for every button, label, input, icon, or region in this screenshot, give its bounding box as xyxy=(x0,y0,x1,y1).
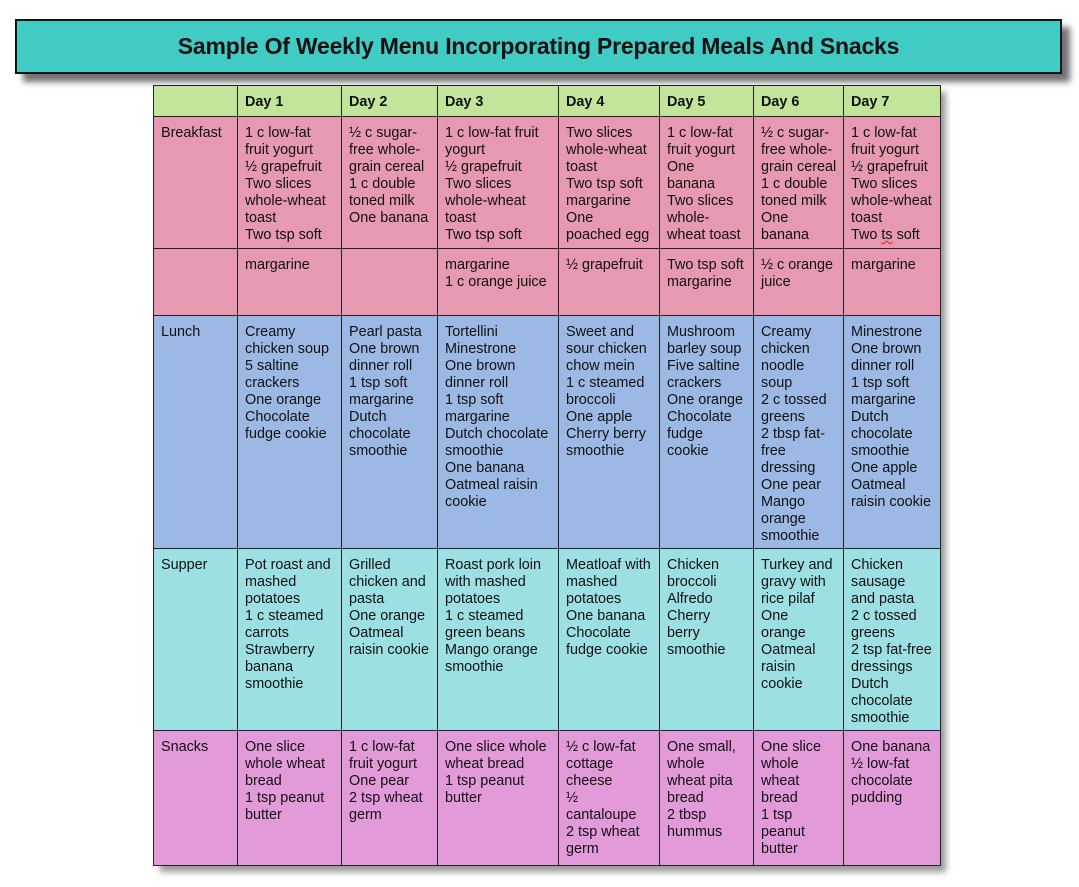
menu-item-line: ½ xyxy=(566,790,579,806)
menu-item-line: Two slices xyxy=(667,193,734,209)
menu-item-line: whole-wheat xyxy=(245,193,326,209)
menu-item-line: 2 tsp wheat xyxy=(349,790,423,806)
menu-item-line: potatoes xyxy=(245,591,301,607)
menu-item-line: Chocolate xyxy=(667,409,732,425)
menu-item-line: Sweet and xyxy=(566,324,635,340)
menu-item-line: bread xyxy=(761,790,798,806)
menu-item-line: 2 tbsp fat- xyxy=(761,426,825,442)
header-day-6: Day 6 xyxy=(754,86,844,117)
menu-item-line: Two ts soft xyxy=(851,227,920,243)
menu-item-line: ½ c sugar- xyxy=(761,125,829,141)
menu-item-line: banana xyxy=(245,659,294,675)
menu-cell-lunch-day-1 xyxy=(238,316,342,549)
header-corner xyxy=(154,86,238,117)
menu-item-line: 1 c steamed xyxy=(245,608,324,624)
menu-item-line: mashed xyxy=(245,574,297,590)
menu-item-line: yogurt xyxy=(445,142,485,158)
menu-item-line: germ xyxy=(349,807,382,823)
menu-item-line: Dutch chocolate xyxy=(445,426,549,442)
menu-item-line: margarine xyxy=(566,193,631,209)
menu-item-line: One banana xyxy=(445,460,525,476)
menu-item-line: One xyxy=(761,210,789,226)
menu-item-line: smoothie xyxy=(566,443,625,459)
menu-item-line: broccoli xyxy=(566,392,616,408)
menu-item-line: banana xyxy=(667,176,716,192)
menu-item-line: Tortellini xyxy=(445,324,498,340)
row-label-breakfast-continued xyxy=(154,249,238,316)
menu-cell-supper-day-4 xyxy=(559,549,660,731)
menu-item-line: whole xyxy=(761,756,799,772)
menu-item-line: margarine xyxy=(851,257,916,273)
row-lunch xyxy=(154,316,941,549)
menu-item-line: free xyxy=(761,443,786,459)
menu-item-line: potatoes xyxy=(566,591,622,607)
menu-cell-breakfast-continued-day-3 xyxy=(438,249,559,316)
menu-cell-snacks-day-4 xyxy=(559,731,660,866)
menu-item-line: fruit yogurt xyxy=(667,142,735,158)
menu-item-line: Mango orange xyxy=(445,642,538,658)
row-label-lunch: Lunch xyxy=(154,316,238,549)
menu-item-line: crackers xyxy=(245,375,300,391)
menu-item-line: whole-wheat xyxy=(851,193,932,209)
menu-item-line: Oatmeal xyxy=(851,477,906,493)
menu-item-line: barley soup xyxy=(667,341,742,357)
header-day-3: Day 3 xyxy=(438,86,559,117)
menu-cell-lunch-day-2 xyxy=(342,316,438,549)
menu-item-line: Dutch xyxy=(349,409,387,425)
menu-item-line: ½ c orange xyxy=(761,257,834,273)
menu-item-line: smoothie xyxy=(245,676,304,692)
menu-item-line: 1 tsp xyxy=(761,807,793,823)
menu-item-line: One brown xyxy=(851,341,922,357)
menu-item-line: noodle xyxy=(761,358,805,374)
menu-item-line: free whole- xyxy=(349,142,421,158)
menu-item-line: smoothie xyxy=(851,710,910,726)
menu-cell-breakfast-day-7 xyxy=(844,117,941,249)
menu-item-line: mashed xyxy=(566,574,618,590)
menu-item-line: toned milk xyxy=(761,193,827,209)
menu-item-line: peanut xyxy=(761,824,806,840)
menu-item-line: One slice xyxy=(245,739,305,755)
menu-item-line: chocolate xyxy=(851,773,913,789)
menu-item-line: raisin cookie xyxy=(851,494,931,510)
menu-item-line: Two slices xyxy=(851,176,918,192)
menu-item-line: One brown xyxy=(445,358,516,374)
weekly-menu-table-container xyxy=(153,85,939,865)
menu-item-line: One orange xyxy=(667,392,744,408)
menu-cell-lunch-day-6 xyxy=(754,316,844,549)
menu-cell-lunch-day-4 xyxy=(559,316,660,549)
menu-item-line: 2 tbsp xyxy=(667,807,707,823)
page-title: Sample Of Weekly Menu Incorporating Prepared Meals And Snacks xyxy=(177,33,900,59)
menu-item-line: fruit yogurt xyxy=(245,142,313,158)
menu-cell-snacks-day-1 xyxy=(238,731,342,866)
header-day-2: Day 2 xyxy=(342,86,438,117)
menu-cell-supper-day-3 xyxy=(438,549,559,731)
menu-item-line: fudge xyxy=(667,426,704,442)
menu-item-line: germ xyxy=(566,841,599,857)
menu-item-line: dressing xyxy=(761,460,816,476)
menu-item-line: rice pilaf xyxy=(761,591,815,607)
menu-item-line: cookie xyxy=(445,494,487,510)
menu-cell-breakfast-continued-day-2 xyxy=(342,249,438,316)
menu-cell-snacks-day-7 xyxy=(844,731,941,866)
menu-item-line: ½ c sugar- xyxy=(349,125,417,141)
menu-item-line: hummus xyxy=(667,824,723,840)
menu-item-line: banana xyxy=(761,227,810,243)
menu-item-line: 2 c tossed xyxy=(851,608,917,624)
menu-item-line: crackers xyxy=(667,375,722,391)
menu-item-line: Mango xyxy=(761,494,806,510)
row-breakfast xyxy=(154,117,941,249)
menu-item-line: poached egg xyxy=(566,227,650,243)
menu-cell-lunch-day-7 xyxy=(844,316,941,549)
menu-item-line: butter xyxy=(761,841,798,857)
menu-item-line: One banana xyxy=(349,210,429,226)
menu-item-line: Minestrone xyxy=(851,324,923,340)
menu-item-line: orange xyxy=(761,511,806,527)
menu-item-line: Chicken xyxy=(851,557,903,573)
menu-item-line: whole-wheat xyxy=(445,193,526,209)
menu-item-line: dinner roll xyxy=(851,358,915,374)
menu-item-line: butter xyxy=(245,807,282,823)
menu-item-line: chicken xyxy=(761,341,810,357)
menu-item-line: Creamy xyxy=(245,324,296,340)
row-supper xyxy=(154,549,941,731)
menu-item-line: chocolate xyxy=(349,426,411,442)
header-day-5: Day 5 xyxy=(660,86,754,117)
menu-item-line: cheese xyxy=(566,773,613,789)
menu-item-line: cookie xyxy=(761,676,803,692)
menu-item-line: cottage xyxy=(566,756,614,772)
menu-item-line: One slice xyxy=(761,739,821,755)
menu-cell-supper-day-7 xyxy=(844,549,941,731)
menu-item-line: Two tsp soft xyxy=(245,227,322,243)
menu-item-line: Cherry berry xyxy=(566,426,646,442)
menu-item-line: fruit yogurt xyxy=(349,756,417,772)
menu-item-line: sausage xyxy=(851,574,906,590)
menu-item-line: raisin cookie xyxy=(349,642,429,658)
menu-item-line: 1 c low-fat xyxy=(245,125,311,141)
row-label-supper: Supper xyxy=(154,549,238,731)
menu-item-line: pudding xyxy=(851,790,903,806)
menu-item-line: Two tsp soft xyxy=(566,176,643,192)
menu-item-line: berry xyxy=(667,625,700,641)
menu-item-line: 1 c low-fat xyxy=(667,125,733,141)
menu-item-line: Turkey and xyxy=(761,557,833,573)
menu-item-line: raisin xyxy=(761,659,796,675)
menu-item-line: cookie xyxy=(667,443,709,459)
menu-item-line: grain cereal xyxy=(349,159,425,175)
menu-item-line: cantaloupe xyxy=(566,807,637,823)
menu-cell-snacks-day-2 xyxy=(342,731,438,866)
menu-cell-supper-day-5 xyxy=(660,549,754,731)
menu-item-line: 2 c tossed xyxy=(761,392,827,408)
menu-item-line: free whole- xyxy=(761,142,833,158)
menu-item-line: Two slices xyxy=(566,125,633,141)
menu-item-line: juice xyxy=(761,274,791,290)
menu-item-line: Oatmeal raisin xyxy=(445,477,538,493)
menu-item-line: Two slices xyxy=(245,176,312,192)
menu-item-line: whole-wheat xyxy=(566,142,647,158)
menu-item-line: 1 c double xyxy=(349,176,416,192)
menu-item-line: dressings xyxy=(851,659,913,675)
menu-cell-breakfast-day-6 xyxy=(754,117,844,249)
menu-item-line: One brown xyxy=(349,341,420,357)
menu-item-line: Dutch xyxy=(851,676,889,692)
menu-item-line: ½ grapefruit xyxy=(245,159,322,175)
menu-cell-breakfast-continued-day-1 xyxy=(238,249,342,316)
menu-item-line: 1 tsp soft xyxy=(445,392,504,408)
menu-item-line: Two tsp soft xyxy=(667,257,744,273)
menu-item-line: Strawberry xyxy=(245,642,315,658)
menu-item-line: bread xyxy=(667,790,704,806)
menu-item-line: toast xyxy=(445,210,477,226)
menu-cell-breakfast-day-3 xyxy=(438,117,559,249)
menu-item-line: Creamy xyxy=(761,324,812,340)
menu-cell-breakfast-day-1 xyxy=(238,117,342,249)
menu-item-line: chicken soup xyxy=(245,341,329,357)
menu-item-line: ½ c low-fat xyxy=(566,739,636,755)
menu-item-line: pasta xyxy=(349,591,385,607)
menu-item-line: toast xyxy=(245,210,277,226)
menu-item-line: ½ grapefruit xyxy=(566,257,643,273)
menu-item-line: chocolate xyxy=(851,426,913,442)
menu-cell-breakfast-day-2 xyxy=(342,117,438,249)
menu-item-line: 2 tsp wheat xyxy=(566,824,640,840)
menu-item-line: orange xyxy=(761,625,806,641)
menu-item-line: grain cereal xyxy=(761,159,837,175)
menu-item-line: 1 c steamed xyxy=(445,608,524,624)
menu-item-line: Mushroom xyxy=(667,324,735,340)
menu-cell-snacks-day-6 xyxy=(754,731,844,866)
menu-item-line: Five saltine xyxy=(667,358,740,374)
menu-item-line: margarine xyxy=(445,257,510,273)
menu-item-line: whole- xyxy=(667,210,710,226)
menu-item-line: smoothie xyxy=(851,443,910,459)
row-label-snacks: Snacks xyxy=(154,731,238,866)
menu-item-line: 1 tsp soft xyxy=(349,375,408,391)
menu-cell-supper-day-1 xyxy=(238,549,342,731)
menu-item-line: potatoes xyxy=(445,591,501,607)
menu-item-line: smoothie xyxy=(761,528,820,544)
header-row xyxy=(154,86,941,117)
menu-cell-breakfast-continued-day-4 xyxy=(559,249,660,316)
menu-item-line: whole wheat xyxy=(245,756,325,772)
row-breakfast-continued xyxy=(154,249,941,316)
menu-item-line: One xyxy=(566,210,594,226)
menu-item-line: One apple xyxy=(851,460,918,476)
menu-item-line: and pasta xyxy=(851,591,915,607)
menu-item-line: smoothie xyxy=(445,443,504,459)
menu-item-line: One banana xyxy=(851,739,931,755)
menu-item-line: 1 tsp soft xyxy=(851,375,910,391)
menu-item-line: smoothie xyxy=(349,443,408,459)
menu-item-line: wheat pita xyxy=(667,773,733,789)
menu-item-line: 2 tsp fat-free xyxy=(851,642,932,658)
menu-item-line: Alfredo xyxy=(667,591,713,607)
menu-item-line: One slice whole xyxy=(445,739,547,755)
menu-item-line: One xyxy=(761,608,789,624)
menu-item-line: dinner roll xyxy=(445,375,509,391)
menu-item-line: margarine xyxy=(851,392,916,408)
menu-item-line: soup xyxy=(761,375,793,391)
menu-cell-lunch-day-3 xyxy=(438,316,559,549)
menu-item-line: 1 c low-fat xyxy=(851,125,917,141)
menu-item-line: 1 tsp peanut xyxy=(445,773,525,789)
menu-item-line: 1 c low-fat xyxy=(349,739,415,755)
menu-item-line: chow mein xyxy=(566,358,635,374)
header-day-7: Day 7 xyxy=(844,86,941,117)
menu-item-line: fudge cookie xyxy=(245,426,327,442)
menu-item-line: margarine xyxy=(667,274,732,290)
menu-item-line: wheat toast xyxy=(667,227,741,243)
menu-item-line: gravy with xyxy=(761,574,826,590)
menu-item-line: 5 saltine xyxy=(245,358,299,374)
menu-item-line: smoothie xyxy=(667,642,726,658)
menu-cell-snacks-day-3 xyxy=(438,731,559,866)
menu-item-line: 1 c double xyxy=(761,176,828,192)
menu-cell-breakfast-continued-day-6 xyxy=(754,249,844,316)
menu-item-line: butter xyxy=(445,790,482,806)
menu-cell-supper-day-2 xyxy=(342,549,438,731)
menu-item-line: with mashed xyxy=(445,574,526,590)
menu-item-line: One banana xyxy=(566,608,646,624)
title-banner xyxy=(15,19,1062,74)
menu-item-line: 1 tsp peanut xyxy=(245,790,325,806)
menu-item-line: margarine xyxy=(245,257,310,273)
row-snacks xyxy=(154,731,941,866)
spellcheck-underline: ts xyxy=(881,227,893,243)
menu-item-line: Chocolate xyxy=(245,409,310,425)
menu-item-line: Cherry xyxy=(667,608,711,624)
menu-item-line: Chicken xyxy=(667,557,719,573)
menu-item-line: chocolate xyxy=(851,693,913,709)
menu-item-line: 1 c orange juice xyxy=(445,274,547,290)
menu-cell-supper-day-6 xyxy=(754,549,844,731)
menu-item-line: Grilled xyxy=(349,557,391,573)
row-label-breakfast: Breakfast xyxy=(154,117,238,249)
menu-item-line: Meatloaf with xyxy=(566,557,651,573)
menu-item-line: 1 c steamed xyxy=(566,375,645,391)
menu-item-line: carrots xyxy=(245,625,289,641)
menu-item-line: bread xyxy=(245,773,282,789)
menu-item-line: greens xyxy=(761,409,806,425)
menu-item-line: toned milk xyxy=(349,193,415,209)
menu-item-line: margarine xyxy=(445,409,510,425)
header-day-4: Day 4 xyxy=(559,86,660,117)
menu-item-line: wheat xyxy=(761,773,800,789)
menu-item-line: One pear xyxy=(349,773,410,789)
menu-item-line: fruit yogurt xyxy=(851,142,919,158)
menu-cell-lunch-day-5 xyxy=(660,316,754,549)
menu-item-line: toast xyxy=(566,159,598,175)
menu-item-line: greens xyxy=(851,625,896,641)
menu-item-line: wheat bread xyxy=(445,756,525,772)
menu-item-line: Two tsp soft xyxy=(445,227,522,243)
weekly-menu-table xyxy=(153,85,941,866)
menu-item-line: fudge cookie xyxy=(566,642,648,658)
menu-item-line: broccoli xyxy=(667,574,717,590)
menu-item-line: toast xyxy=(851,210,883,226)
menu-item-line: Two slices xyxy=(445,176,512,192)
menu-item-line: Oatmeal xyxy=(761,642,816,658)
menu-item-line: 1 c low-fat fruit xyxy=(445,125,539,141)
header-day-1: Day 1 xyxy=(238,86,342,117)
menu-item-line: smoothie xyxy=(445,659,504,675)
menu-item-line: Pot roast and xyxy=(245,557,331,573)
menu-item-line: dinner roll xyxy=(349,358,413,374)
menu-item-line: margarine xyxy=(349,392,414,408)
menu-item-line: One orange xyxy=(349,608,426,624)
menu-item-line: Chocolate xyxy=(566,625,631,641)
menu-item-line: ½ low-fat xyxy=(851,756,910,772)
menu-item-line: One small, xyxy=(667,739,736,755)
menu-item-line: chicken and xyxy=(349,574,426,590)
menu-cell-snacks-day-5 xyxy=(660,731,754,866)
menu-cell-breakfast-day-5 xyxy=(660,117,754,249)
menu-item-line: whole xyxy=(667,756,705,772)
menu-item-line: Pearl pasta xyxy=(349,324,422,340)
menu-item-line: Minestrone xyxy=(445,341,517,357)
menu-item-line: green beans xyxy=(445,625,526,641)
menu-item-line: ½ grapefruit xyxy=(851,159,928,175)
menu-item-line: One xyxy=(667,159,695,175)
menu-cell-breakfast-continued-day-5 xyxy=(660,249,754,316)
menu-item-line: One pear xyxy=(761,477,822,493)
menu-item-line: Dutch xyxy=(851,409,889,425)
menu-item-line: One orange xyxy=(245,392,322,408)
menu-item-line: Roast pork loin xyxy=(445,557,541,573)
menu-item-line: Oatmeal xyxy=(349,625,404,641)
menu-cell-breakfast-day-4 xyxy=(559,117,660,249)
menu-item-line: One apple xyxy=(566,409,633,425)
menu-item-line: sour chicken xyxy=(566,341,647,357)
menu-cell-breakfast-continued-day-7 xyxy=(844,249,941,316)
menu-item-line: ½ grapefruit xyxy=(445,159,522,175)
